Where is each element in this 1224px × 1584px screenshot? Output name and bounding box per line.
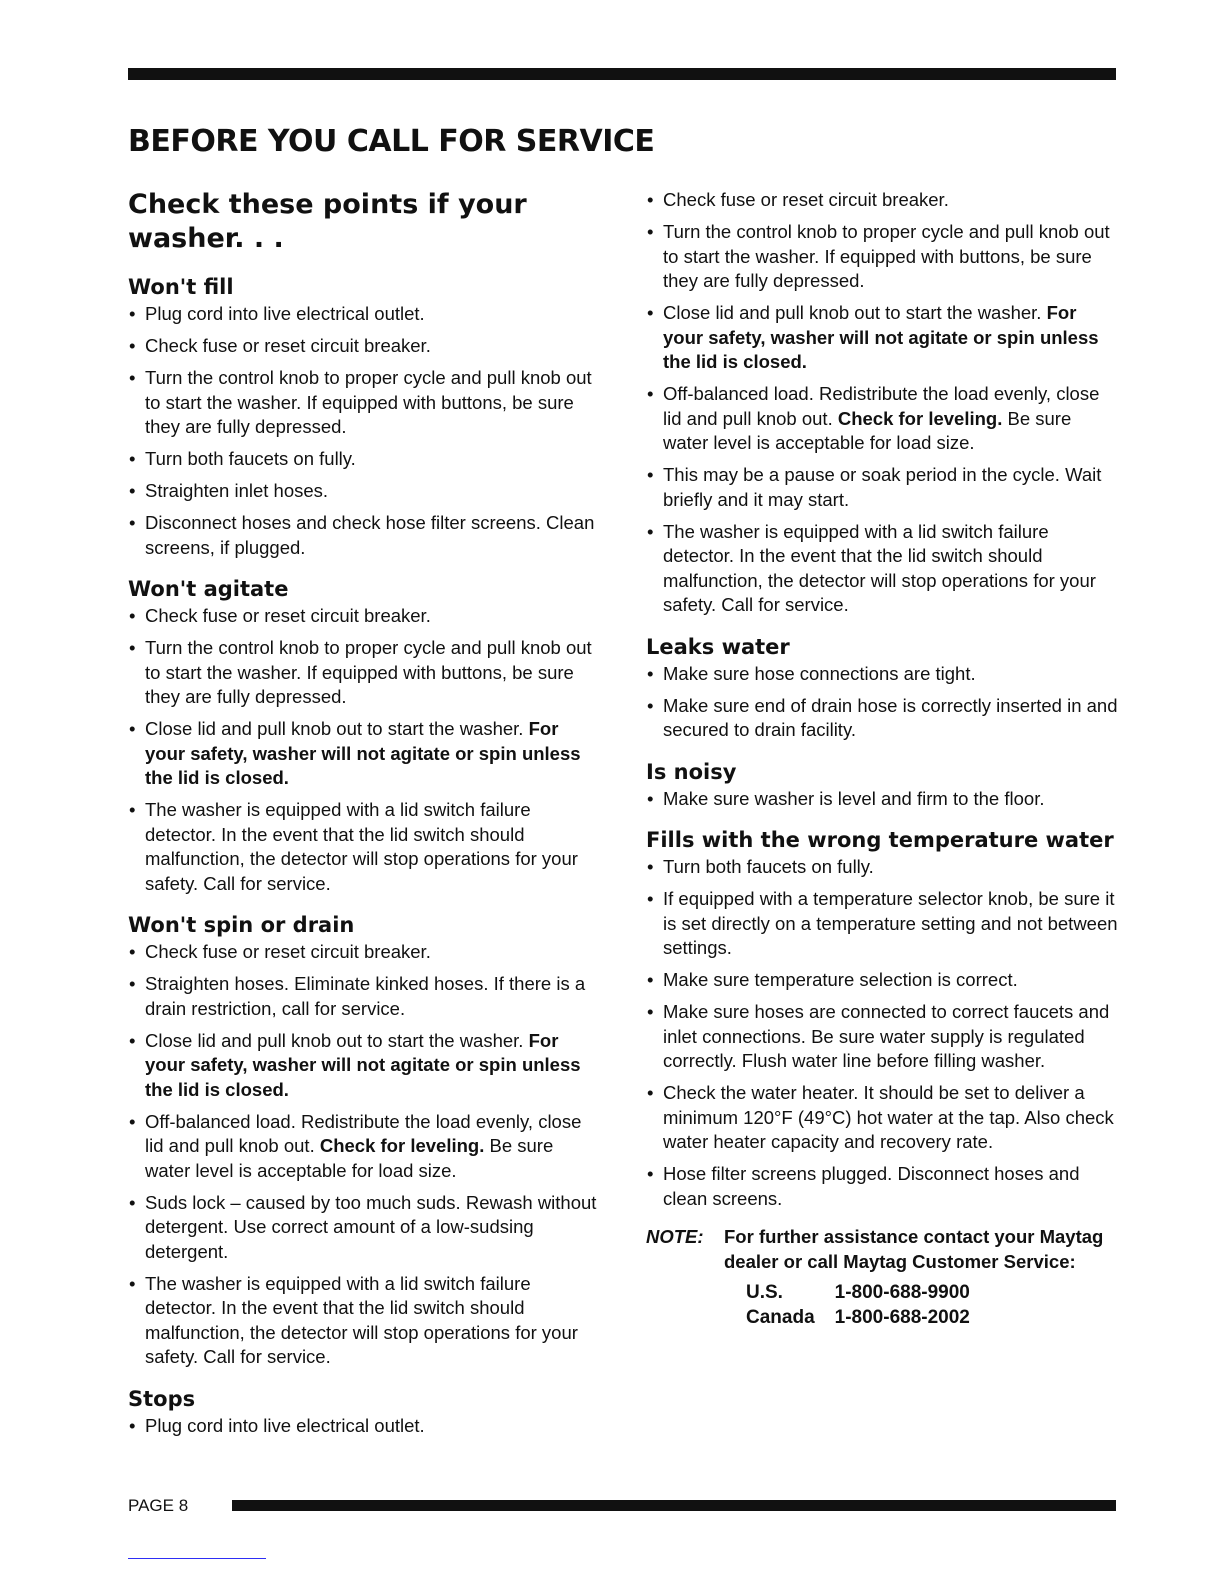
service-note (646, 1225, 1121, 1330)
section-heading-wrong-temperature: Fills with the wrong temperature water (646, 828, 1114, 852)
list-item: • The washer is equipped with a lid switch failure detector. In the event that the lid switch should malfunction, the detector will stop operations for your safety. Call for service. (128, 798, 598, 896)
list-item (646, 382, 1121, 456)
list-item: • Straighten hoses. Eliminate kinked hoses. If there is a drain restriction, call for service. (128, 972, 598, 1021)
section-heading-stops: Stops (128, 1386, 196, 1411)
note-text: For further assistance contact your Maytag dealer or call Maytag Customer Service: (724, 1226, 1104, 1272)
item-text: Be sure water level is acceptable for load size. (663, 407, 1072, 453)
list-item: • Plug cord into live electrical outlet. (128, 1414, 598, 1439)
list-item: • Turn both faucets on fully. (646, 855, 1121, 880)
list-item: • Make sure washer is level and firm to the floor. (646, 787, 1121, 812)
list-item: • This may be a pause or soak period in the cycle. Wait briefly and it may start. (646, 463, 1121, 512)
wont-agitate-list (128, 604, 598, 896)
page-title: BEFORE YOU CALL FOR SERVICE (128, 124, 655, 159)
wont-fill-list (128, 302, 598, 560)
section-heading-wont-spin: Won't spin or drain (128, 913, 355, 937)
list-item: • Make sure hoses are connected to correct faucets and inlet connections. Be sure water supply is regulated correctly. Flush water line before filling washer. (646, 1000, 1121, 1074)
phone-row (746, 1280, 990, 1305)
list-item: • Straighten inlet hoses. (128, 479, 598, 504)
list-item (128, 1110, 598, 1184)
list-item (128, 1029, 598, 1103)
item-text: Close lid and pull knob out to start the washer. (145, 718, 524, 739)
list-item: • Check the water heater. It should be set to deliver a minimum 120°F (49°C) hot water at the tap. Also check water heater capacity and recovery rate. (646, 1081, 1121, 1155)
left-column (128, 188, 598, 1452)
item-text: Off-balanced load. Redistribute the load evenly, close lid and pull knob out. (145, 1110, 582, 1156)
is-noisy-list (646, 787, 1121, 812)
leaks-water-list (646, 662, 1121, 743)
stops-list-continued (646, 188, 1121, 618)
list-item: • Disconnect hoses and check hose filter screens. Clean screens, if plugged. (128, 511, 598, 560)
link-underline (128, 1558, 266, 1559)
phone-country: U.S. (746, 1282, 783, 1303)
intro-heading: Check these points if your washer. . . (128, 189, 527, 254)
list-item: • Hose filter screens plugged. Disconnect hoses and clean screens. (646, 1162, 1121, 1211)
list-item: • Plug cord into live electrical outlet. (128, 302, 598, 327)
list-item: • Check fuse or reset circuit breaker. (128, 940, 598, 965)
list-item (128, 717, 598, 791)
safety-warning: For your safety, washer will not agitate or spin unless the lid is closed. (145, 1029, 581, 1100)
wont-spin-list (128, 940, 598, 1370)
phone-country: Canada (746, 1307, 815, 1328)
item-text: Be sure water level is acceptable for load size. (145, 1135, 554, 1181)
page-number: PAGE 8 (128, 1496, 189, 1515)
list-item: • Make sure hose connections are tight. (646, 662, 1121, 687)
list-item: • Suds lock – caused by too much suds. Rewash without detergent. Use correct amount of a low-sudsing detergent. (128, 1191, 598, 1265)
top-rule (128, 68, 1116, 80)
list-item: • Turn both faucets on fully. (128, 447, 598, 472)
list-item: • Check fuse or reset circuit breaker. (128, 604, 598, 629)
item-text: Off-balanced load. Redistribute the load evenly, close lid and pull knob out. (663, 383, 1100, 429)
list-item (646, 301, 1121, 375)
safety-warning: For your safety, washer will not agitate or spin unless the lid is closed. (145, 718, 581, 788)
list-item: • If equipped with a temperature selector knob, be sure it is set directly on a temperature setting and not between settings. (646, 887, 1121, 961)
list-item: • Make sure temperature selection is correct. (646, 968, 1121, 993)
leveling-emphasis: Check for leveling. (319, 1135, 485, 1156)
section-heading-wont-agitate: Won't agitate (128, 577, 289, 601)
phone-table (746, 1280, 990, 1330)
section-heading-wont-fill: Won't fill (128, 275, 234, 299)
list-item: • Turn the control knob to proper cycle and pull knob out to start the washer. If equipped with buttons, be sure they are fully depressed. (128, 636, 598, 710)
bottom-rule (232, 1500, 1116, 1511)
list-item: • Turn the control knob to proper cycle and pull knob out to start the washer. If equipped with buttons, be sure they are fully depressed. (646, 220, 1121, 294)
section-heading-leaks-water: Leaks water (646, 634, 790, 659)
list-item: • Check fuse or reset circuit breaker. (646, 188, 1121, 213)
note-label: NOTE: (646, 1226, 704, 1247)
item-text: Close lid and pull knob out to start the washer. (663, 302, 1042, 323)
list-item: • The washer is equipped with a lid switch failure detector. In the event that the lid switch should malfunction, the detector will stop operations for your safety. Call for service. (646, 520, 1121, 618)
right-column (646, 188, 1121, 1330)
wrong-temperature-list (646, 855, 1121, 1211)
list-item: • The washer is equipped with a lid switch failure detector. In the event that the lid switch should malfunction, the detector will stop operations for your safety. Call for service. (128, 1272, 598, 1370)
safety-warning: For your safety, washer will not agitate or spin unless the lid is closed. (663, 302, 1099, 372)
section-heading-is-noisy: Is noisy (646, 759, 737, 784)
list-item: • Turn the control knob to proper cycle and pull knob out to start the washer. If equipped with buttons, be sure they are fully depressed. (128, 366, 598, 440)
phone-number: 1-800-688-9900 (834, 1282, 970, 1303)
phone-row (746, 1305, 990, 1330)
phone-number: 1-800-688-2002 (834, 1307, 970, 1328)
list-item: • Check fuse or reset circuit breaker. (128, 334, 598, 359)
list-item: • Make sure end of drain hose is correctly inserted in and secured to drain facility. (646, 694, 1121, 743)
stops-list (128, 1414, 598, 1439)
leveling-emphasis: Check for leveling. (837, 407, 1003, 429)
item-text: Close lid and pull knob out to start the washer. (145, 1029, 524, 1051)
